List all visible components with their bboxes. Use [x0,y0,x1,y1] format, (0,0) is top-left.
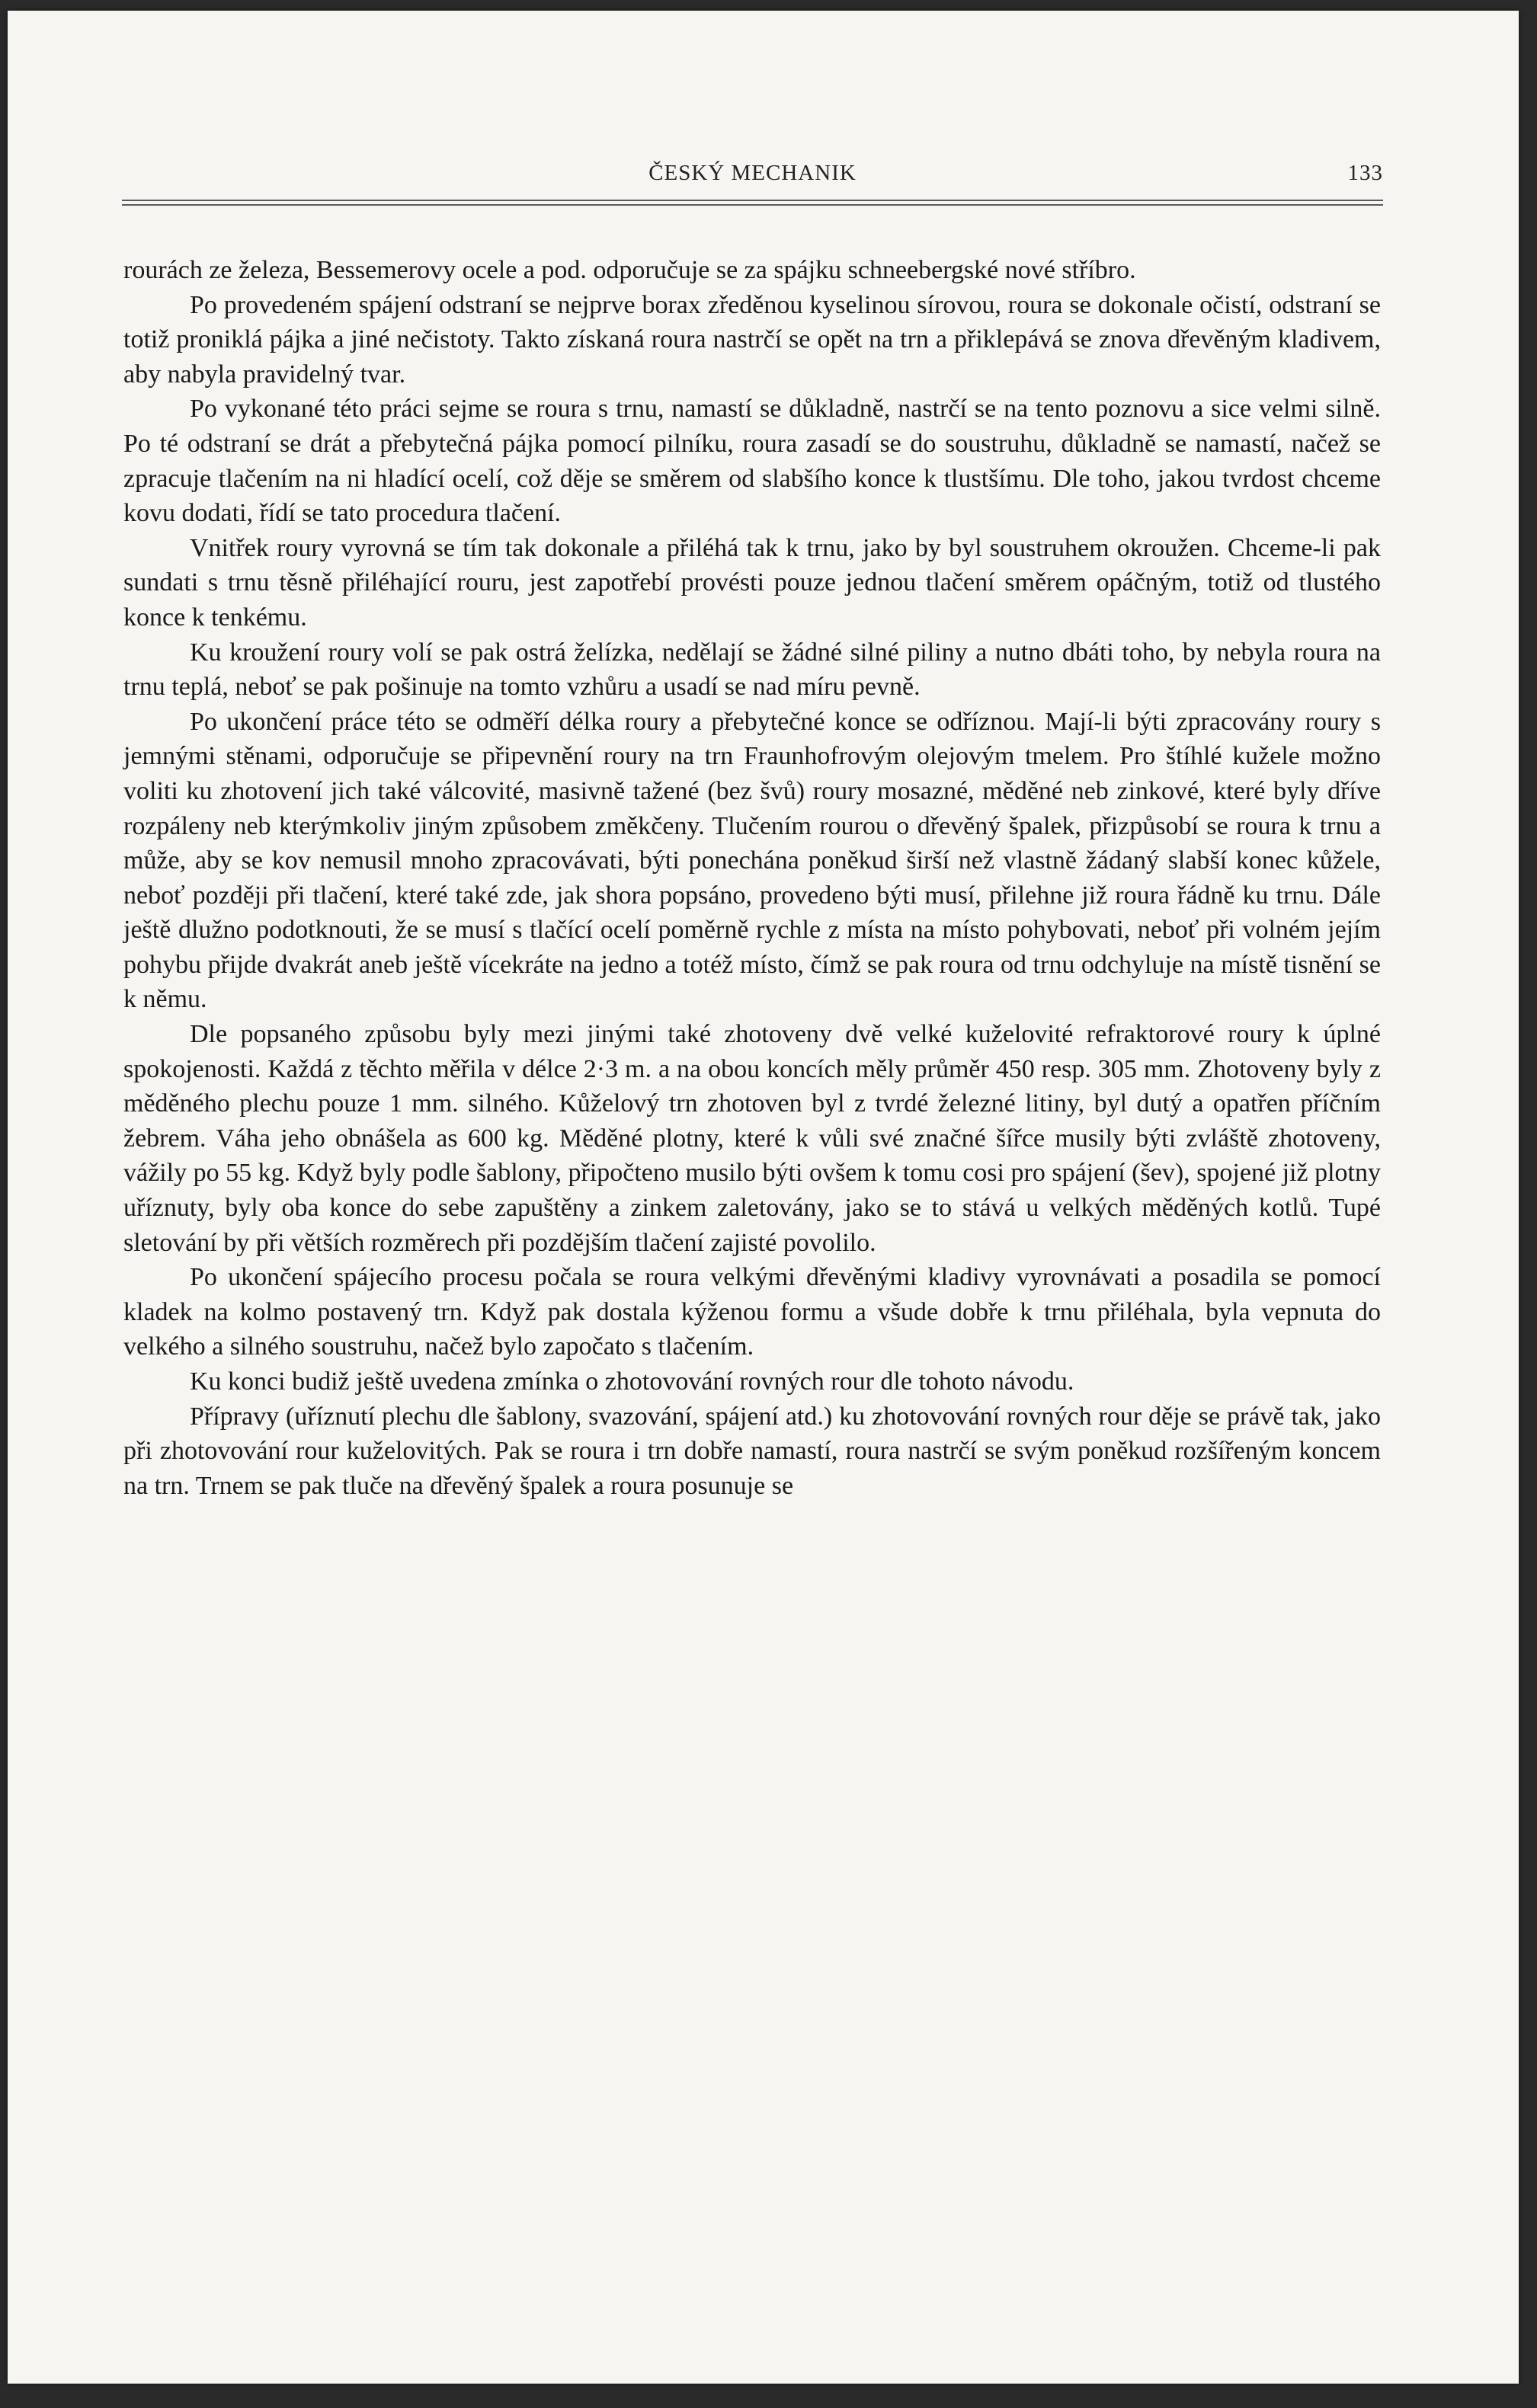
paragraph: Ku konci budiž ještě uvedena zmínka o zhotovování rovných rour dle tohoto návodu. [190,1367,1074,1396]
paragraph: Vnitřek roury vyrovná se tím tak dokonale a přiléhá tak k trnu, jako by byl soustruhem okroužen. Chceme-li pak sundati s trnu těsně přiléhající rouru, jest zapotřebí provésti pouze jednou tlačení směrem opáčným, totiž od tlustého konce k tenkému. [123,533,1381,632]
page [8,11,1519,2384]
paragraph: Po provedeném spájení odstraní se nejprve borax zředěnou kyselinou sírovou, roura se dokonale očistí, odstraní se totiž proniklá pájka a jiné nečistoty. Takto získaná roura nastrčí se opět na trn a přiklepává se znova dřevěným kladivem, aby nabyla pravidelný tvar. [123,290,1381,389]
paragraph: rourách ze železa, Bessemerovy ocele a pod. odporučuje se za spájku schneebergské nové stříbro. [123,256,1136,284]
paragraph: Po ukončení práce této se odměří délka roury a přebytečné konce se odříznou. Mají-li býti zpracovány roury s jemnými stěnami, odporučuje se připevnění roury na trn Fraunhofrovým olejovým tmelem. Pro štíhlé kužele možno voliti ku zhotovení jich také válcovité, masivně tažené (bez švů) roury mosazné, měděné neb zinkové, které byly dříve rozpáleny neb kterýmkoliv jiným způsobem změkčeny. Tlučením rourou o dřevěný špalek, přizpůsobí se roura k trnu a může, aby se kov nemusil mnoho zpracovávati, býti ponechána poněkud širší než vlastně žádaný slabší konec kůžele, neboť později při tlačení, které také zde, jak shora popsáno, provedeno býti musí, přilehne již roura řádně ku trnu. Dále ještě dlužno podotknouti, že se musí s tlačící ocelí poměrně rychle z místa na místo pohybovati, neboť při volném jejím pohybu přijde dvakrát aneb ještě vícekráte na jedno a totéž místo, čímž se pak roura od trnu odchyluje na místě tisnění se k němu. [123,707,1381,1014]
paragraph: Po ukončení spájecího procesu počala se roura velkými dřevěnými kladivy vyrovnávati a posadila se pomocí kladek na kolmo postavený trn. Když pak dostala kýženou formu a všude dobře k trnu přiléhala, byla vepnuta do velkého a silného soustruhu, načež bylo započato s tlačením. [123,1263,1381,1361]
paragraph: Dle popsaného způsobu byly mezi jinými také zhotoveny dvě velké kuželovité refraktorové roury k úplné spokojenosti. Každá z těchto měřila v délce 2·3 m. a na obou koncích měly průměr 450 resp. 305 mm. Zhotoveny byly z měděného plechu pouze 1 mm. silného. Kůželový trn zhotoven byl z tvrdé železné litiny, byl dutý a opatřen příčním žebrem. Váha jeho obnášela as 600 kg. Měděné plotny, které k vůli své značné šířce musily býti zvláště zhotoveny, vážily po 55 kg. Když byly podle šablony, připočteno musilo býti ovšem k tomu cosi pro spájení (šev), spojené již plotny uříznuty, byly oba konce do sebe zapuštěny a zinkem zaletovány, jako se to stává u velkých měděných kotlů. Tupé sletování by při větších rozměrech při pozdějším tlačení zajisté povolilo. [123,1020,1381,1257]
article-body [123,253,1381,1503]
paragraph: Ku kroužení roury volí se pak ostrá želízka, nedělají se žádné silné piliny a nutno dbáti toho, by nebyla roura na trnu teplá, neboť se pak pošinuje na tomto vzhůru a usadí se nad míru pevně. [123,638,1381,702]
page-number: 133 [1347,161,1383,185]
header-rule-top [122,200,1383,201]
paragraph: Přípravy (uříznutí plechu dle šablony, svazování, spájení atd.) ku zhotovování rovných rour děje se právě tak, jako při zhotovování rour kuželovitých. Pak se roura i trn dobře namastí, roura nastrčí se svým poněkud rozšířeným koncem na trn. Trnem se pak tluče na dřevěný špalek a roura posunuje se [123,1402,1381,1500]
journal-title: ČESKÝ MECHANIK [648,161,857,185]
paragraph: Po vykonané této práci sejme se roura s trnu, namastí se důkladně, nastrčí se na tento poznovu a sice velmi silně. Po té odstraní se drát a přebytečná pájka pomocí pilníku, roura zasadí se do soustruhu, důkladně se namastí, načež se zpracuje tlačením na ni hladící ocelí, což děje se směrem od slabšího konce k tlustšímu. Dle toho, jakou tvrdost chceme kovu dodati, řídí se tato procedura tlačení. [123,395,1381,528]
header-rule-bottom [122,204,1383,206]
running-header [122,161,1383,191]
